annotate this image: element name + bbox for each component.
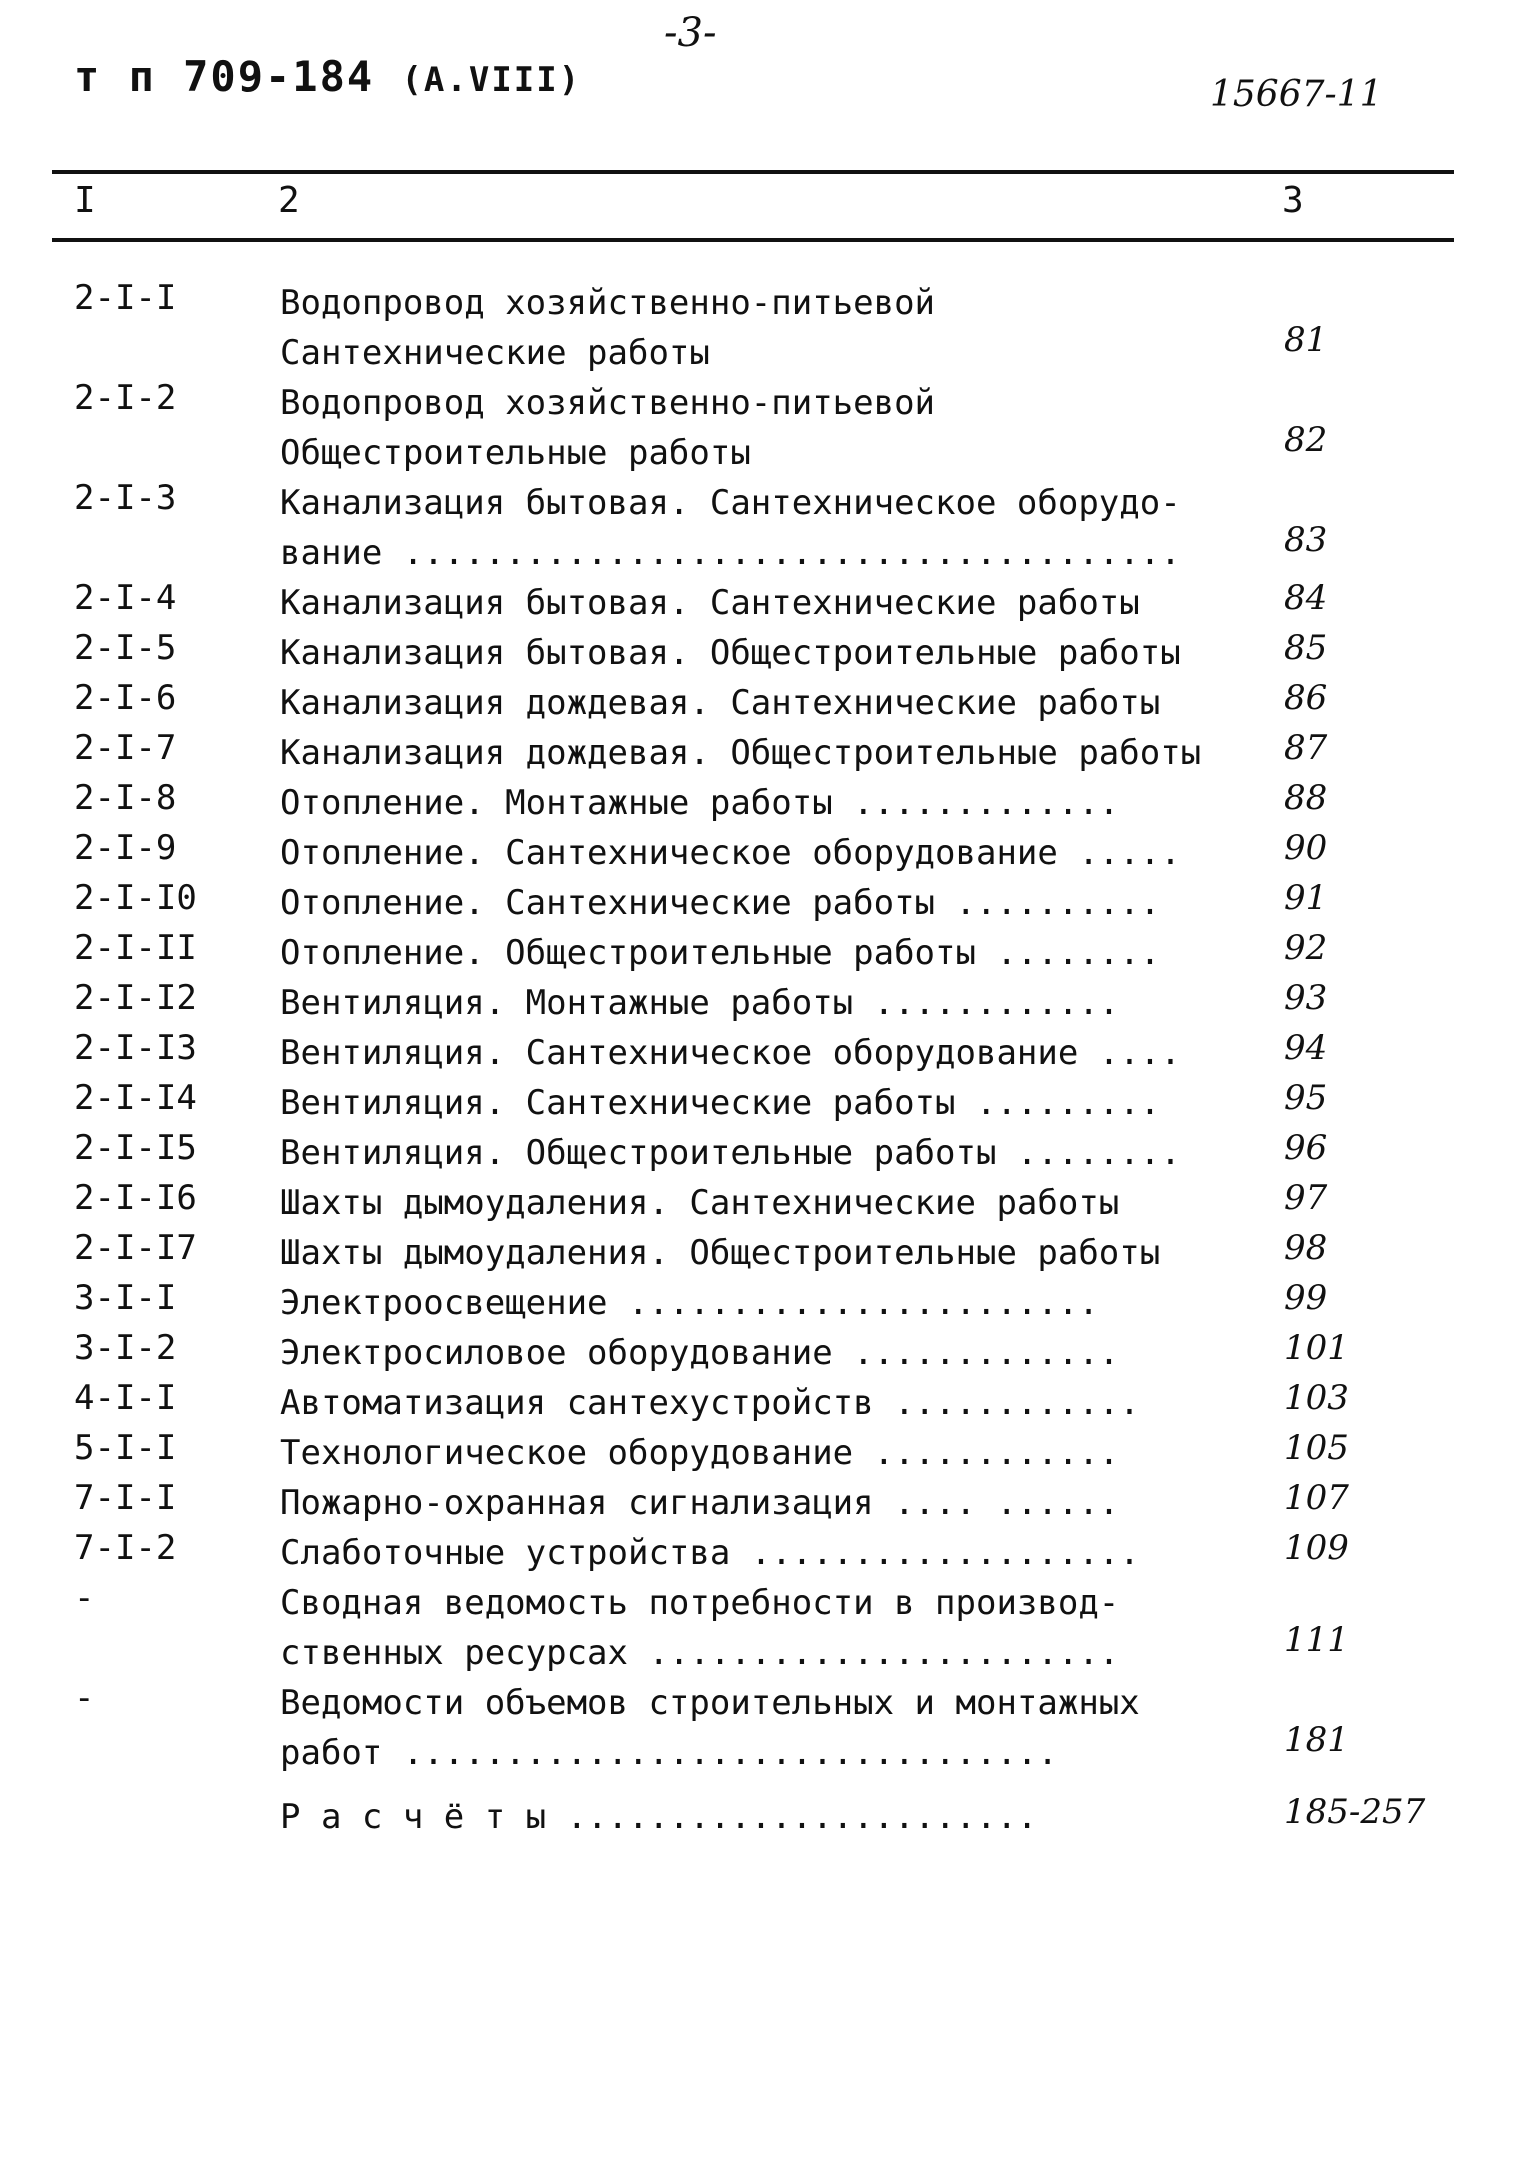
row-title-line: Отопление. Сантехническое оборудование ..... (280, 833, 1181, 873)
row-title-line: Слаботочные устройства ................... (280, 1533, 1140, 1573)
row-code: 2-I-3 (74, 478, 177, 518)
row-page-number: 103 (1284, 1378, 1349, 1418)
row-page-number: 96 (1284, 1128, 1328, 1168)
row-title (280, 1178, 1210, 1228)
column-header-3: 3 (1282, 180, 1304, 221)
row-code: 2-I-II (74, 928, 197, 968)
row-code: 2-I-I3 (74, 1028, 197, 1068)
row-title (280, 1428, 1210, 1478)
row-title (280, 1792, 1210, 1842)
row-title (280, 1228, 1210, 1278)
row-title-line: Канализация дождевая. Сантехнические работы (280, 683, 1161, 723)
row-title-line: ственных ресурсах ....................... (280, 1633, 1120, 1673)
row-page-number: 111 (1284, 1620, 1349, 1660)
row-title-line: Электросиловое оборудование ............. (280, 1333, 1120, 1373)
row-title-line: Канализация бытовая. Сантехническое оборудо- (280, 483, 1181, 523)
row-page-number: 82 (1284, 420, 1328, 460)
row-title (280, 678, 1210, 728)
row-title-line: Отопление. Общестроительные работы ........ (280, 933, 1161, 973)
row-code: 2-I-7 (74, 728, 177, 768)
row-code: 2-I-I4 (74, 1078, 197, 1118)
row-page-number: 90 (1284, 828, 1328, 868)
row-title (280, 1578, 1210, 1678)
row-page-number: 95 (1284, 1078, 1328, 1118)
row-title (280, 628, 1210, 678)
row-code: 4-I-I (74, 1378, 177, 1418)
row-page-number: 109 (1284, 1528, 1349, 1568)
row-title (280, 1328, 1210, 1378)
row-title (280, 1528, 1210, 1578)
document-number: 15667-11 (1210, 74, 1383, 115)
row-title-line: Водопровод хозяйственно-питьевой (280, 383, 936, 423)
row-title-line: Автоматизация сантехустройств ............ (280, 1383, 1140, 1423)
document-code-main: т п 709-184 (74, 52, 375, 101)
row-title (280, 928, 1210, 978)
row-code: 2-I-8 (74, 778, 177, 818)
row-title (280, 778, 1210, 828)
row-title (280, 978, 1210, 1028)
row-code: 5-I-I (74, 1428, 177, 1468)
row-page-number: 91 (1284, 878, 1328, 918)
row-code: 2-I-I7 (74, 1228, 197, 1268)
row-page-number: 92 (1284, 928, 1328, 968)
row-code: 2-I-9 (74, 828, 177, 868)
row-title-line: Ведомости объемов строительных и монтажных (280, 1683, 1140, 1723)
row-title-line: Сводная ведомость потребности в производ- (280, 1583, 1120, 1623)
row-title-line: Вентиляция. Монтажные работы ............ (280, 983, 1120, 1023)
row-title-line: Вентиляция. Сантехнические работы ......... (280, 1083, 1161, 1123)
column-header-1: I (74, 180, 96, 221)
row-title (280, 578, 1210, 628)
row-title (280, 1278, 1210, 1328)
row-title-line: Вентиляция. Сантехническое оборудование .... (280, 1033, 1181, 1073)
row-title-line: Отопление. Сантехнические работы .......... (280, 883, 1161, 923)
row-code: 2-I-I0 (74, 878, 197, 918)
row-title (280, 1478, 1210, 1528)
row-title (280, 278, 1210, 378)
row-code: - (74, 1578, 95, 1618)
row-page-number: 181 (1284, 1720, 1349, 1760)
row-page-number: 185-257 (1284, 1792, 1426, 1832)
row-page-number: 93 (1284, 978, 1328, 1018)
row-title (280, 878, 1210, 928)
row-page-number: 105 (1284, 1428, 1349, 1468)
row-code: - (74, 1678, 95, 1718)
row-page-number: 99 (1284, 1278, 1328, 1318)
row-title (280, 1128, 1210, 1178)
row-code: 2-I-2 (74, 378, 177, 418)
row-page-number: 98 (1284, 1228, 1328, 1268)
row-title-line: работ ................................ (280, 1733, 1058, 1773)
row-title-line: Канализация дождевая. Общестроительные работы (280, 733, 1202, 773)
row-title-line: Вентиляция. Общестроительные работы ........ (280, 1133, 1181, 1173)
row-page-number: 87 (1284, 728, 1328, 768)
row-title (280, 478, 1210, 578)
row-page-number: 107 (1284, 1478, 1349, 1518)
row-title-line: Технологическое оборудование ............ (280, 1433, 1120, 1473)
row-title-line: вание ...................................... (280, 533, 1181, 573)
row-code: 2-I-I2 (74, 978, 197, 1018)
row-page-number: 83 (1284, 520, 1328, 560)
row-code: 7-I-I (74, 1478, 177, 1518)
row-title (280, 1378, 1210, 1428)
row-title (280, 378, 1210, 478)
page-marker: -3- (664, 10, 717, 56)
row-title-line: Пожарно-охранная сигнализация .... ...... (280, 1483, 1120, 1523)
row-title-line: Общестроительные работы (280, 433, 751, 473)
row-title-line: Электроосвещение ....................... (280, 1283, 1099, 1323)
row-code: 2-I-6 (74, 678, 177, 718)
row-title (280, 1028, 1210, 1078)
row-page-number: 97 (1284, 1178, 1328, 1218)
row-code: 2-I-5 (74, 628, 177, 668)
row-title (280, 728, 1210, 778)
row-title-line: Канализация бытовая. Сантехнические работы (280, 583, 1140, 623)
row-title-line: Канализация бытовая. Общестроительные работы (280, 633, 1181, 673)
row-page-number: 84 (1284, 578, 1328, 618)
row-title-line: Шахты дымоудаления. Сантехнические работы (280, 1183, 1120, 1223)
row-code: 2-I-I6 (74, 1178, 197, 1218)
row-title-line: Р а с ч ё т ы ....................... (280, 1797, 1038, 1837)
row-code: 2-I-4 (74, 578, 177, 618)
row-title (280, 828, 1210, 878)
row-title (280, 1078, 1210, 1128)
row-title-line: Сантехнические работы (280, 333, 710, 373)
row-title-line: Отопление. Монтажные работы ............. (280, 783, 1120, 823)
column-header-2: 2 (278, 180, 300, 221)
row-page-number: 88 (1284, 778, 1328, 818)
row-code: 7-I-2 (74, 1528, 177, 1568)
row-title-line: Шахты дымоудаления. Общестроительные работы (280, 1233, 1161, 1273)
row-page-number: 81 (1284, 320, 1328, 360)
row-title-line: Водопровод хозяйственно-питьевой (280, 283, 936, 323)
document-code-suffix: (А.VIII) (401, 60, 582, 100)
row-page-number: 85 (1284, 628, 1328, 668)
row-code: 2-I-I (74, 278, 177, 318)
row-code: 2-I-I5 (74, 1128, 197, 1168)
row-page-number: 86 (1284, 678, 1328, 718)
row-page-number: 94 (1284, 1028, 1328, 1068)
row-title (280, 1678, 1210, 1778)
row-code: 3-I-2 (74, 1328, 177, 1368)
row-code: 3-I-I (74, 1278, 177, 1318)
row-page-number: 101 (1284, 1328, 1349, 1368)
